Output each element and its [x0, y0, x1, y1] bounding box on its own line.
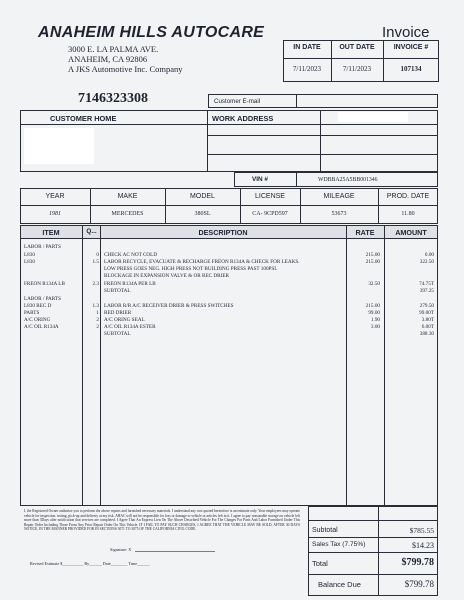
- line-item-rate: 215.00: [365, 252, 380, 258]
- line-item-qty: 1.5: [92, 259, 99, 265]
- revised-estimate-label: Revised Estimate $__________ By______ Date________ Time______: [30, 561, 150, 566]
- customer-home-label: CUSTOMER HOME: [50, 114, 117, 123]
- line-item-desc: A/C ORING SEAL: [104, 317, 145, 323]
- subtotal-label: Subtotal: [312, 527, 338, 534]
- sales-tax-label: Sales Tax (7.75%): [312, 541, 366, 548]
- line-item-desc: LABOR R/R A/C RECEIVER DRIER & PRESS SWITCHES: [104, 303, 234, 309]
- line-item-item: A/C ORING: [24, 317, 51, 323]
- line-item-desc: LOW PRESS GOES NEG. HIGH PRESS NOT BUILDING PRESS PAST 100PSI.: [104, 266, 278, 272]
- balance-due-label: Balance Due: [318, 580, 361, 589]
- line-item-item: L830: [24, 259, 35, 265]
- line-item-desc: SUBTOTAL: [104, 288, 131, 294]
- items-header-amount: AMOUNT: [395, 228, 427, 237]
- work-address-label: WORK ADDRESS: [212, 114, 274, 123]
- vehicle-header-make: MAKE: [117, 193, 138, 200]
- line-item-rate: 1.90: [370, 317, 380, 323]
- vehicle-header-license: LICENSE: [255, 193, 285, 200]
- line-item-item: A/C OIL R134A: [24, 324, 59, 330]
- customer-phone: 7146323308: [78, 91, 148, 106]
- out-date-label: OUT DATE: [339, 44, 375, 51]
- line-item-amount: 397.25: [419, 288, 434, 294]
- vehicle-model: 380SL: [194, 211, 211, 217]
- line-item-amount: 322.50: [419, 259, 434, 265]
- line-item-desc: RED DRIER: [104, 310, 132, 316]
- line-item-amount: 6.00T: [421, 324, 434, 330]
- line-item-desc: CHECK AC NOT COLD: [104, 252, 158, 258]
- company-parent: A JKS Automotive Inc. Company: [68, 64, 183, 74]
- line-item-qty: 1.3: [92, 303, 99, 309]
- line-item-desc: A/C OIL R134A ESTER: [104, 324, 156, 330]
- company-address-line1: 3000 E. LA PALMA AVE.: [68, 44, 159, 54]
- line-item-qty: 2.3: [92, 281, 99, 287]
- vehicle-mileage: 53673: [331, 211, 347, 217]
- vin-value: WDBBA25A5BB001346: [318, 177, 378, 183]
- company-name: ANAHEIM HILLS AUTOCARE: [38, 24, 265, 41]
- work-name-redaction: [338, 112, 408, 122]
- vehicle-license: CA- 9CPD597: [252, 211, 288, 217]
- line-item-rate: 99.00: [368, 310, 380, 316]
- out-date-value: 7/11/2023: [342, 65, 372, 73]
- customer-email-label: Customer E-mail: [214, 98, 261, 105]
- line-item-desc: FREON R134A PER LB: [104, 281, 156, 287]
- vehicle-make: MERCEDES: [111, 211, 144, 217]
- line-item-qty: 2: [96, 324, 99, 330]
- items-header-qty: Q...: [86, 228, 97, 235]
- in-date-label: IN DATE: [293, 44, 321, 51]
- invoice-title: Invoice: [382, 24, 430, 41]
- line-item-item: LABOR / PARTS: [24, 296, 61, 302]
- balance-due-value: $799.78: [404, 579, 434, 589]
- vehicle-header-mileage: MILEAGE: [323, 193, 355, 200]
- vehicle-year: 1981: [49, 211, 61, 217]
- line-item-item: FREON R134A LB: [24, 281, 65, 287]
- line-item-amount: 3.80T: [421, 317, 434, 323]
- line-item-amount: 74.75T: [419, 281, 434, 287]
- line-item-qty: 1: [96, 310, 99, 316]
- line-item-qty: 2: [96, 317, 99, 323]
- signature-label: Signature: X: [110, 547, 132, 552]
- total-label: Total: [312, 559, 328, 568]
- line-item-item: L830 REC D: [24, 303, 52, 309]
- items-header-description: DESCRIPTION: [198, 228, 248, 237]
- in-date-value: 7/11/2023: [292, 65, 322, 73]
- line-item-desc: SUBTOTAL: [104, 331, 131, 337]
- vin-label: VIN #: [252, 176, 268, 183]
- line-item-rate: 32.50: [368, 281, 380, 287]
- line-item-amount: 0.00: [424, 252, 434, 258]
- sales-tax-value: $14.23: [412, 541, 434, 550]
- line-item-qty: 0: [96, 252, 99, 258]
- items-header-rate: RATE: [355, 228, 375, 237]
- line-item-amount: 99.00T: [419, 310, 434, 316]
- invoice-number-label: INVOICE #: [393, 44, 429, 51]
- invoice-number-value: 107134: [400, 65, 422, 73]
- company-address-line2: ANAHEIM, CA 92806: [68, 54, 148, 64]
- line-item-rate: 3.00: [370, 324, 380, 330]
- total-value: $799.78: [401, 557, 434, 568]
- line-item-amount: 388.30: [419, 331, 434, 337]
- vehicle-prod-date: 11.80: [401, 211, 415, 217]
- terms-text: I, the Registered Owner authorize you to perform the above repairs and furnished necessary materials. I understand any cost quoted heretofore is an estimate only. Your employees may operate vehicle for inspection, testing, pick-up and delivery at my risk. AHAC will not be responsible for loss or damage to vehicle or articles left in it. I agree to pay reasonable storage on vehicle left more than 3Days after notification that services are completed. I Agree That An Express Lien On The Above Described Vehicle For The Charges For Parts And Labor Furnished Under This Repair Order Including Those From Any Prior Repair Order On This Vehicle. IF I FAIL TO PAY SUCH CHARGES, I AGREE THAT THE VEHICLE MAY BE SOLD, AFTER 30 DAYS NOTICE, IN THE MANNER PROVIDED FOR IN SECTIONS 3071 TO 3075 OF THE CALIFORNIA CIVIL CODE.: [24, 509, 300, 532]
- items-header-item: ITEM: [42, 228, 60, 237]
- vehicle-header-model: MODEL: [190, 193, 215, 200]
- line-item-rate: 215.00: [365, 303, 380, 309]
- vehicle-header-year: YEAR: [45, 193, 65, 200]
- line-item-desc: BLOCKAGE IN EXPANSION VALVE & OR REC DRIER: [104, 273, 229, 279]
- line-item-rate: 215.00: [365, 259, 380, 265]
- line-item-item: LABOR / PARTS: [24, 244, 61, 250]
- line-item-item: PARTS: [24, 310, 40, 316]
- customer-name-redaction: [24, 128, 94, 164]
- subtotal-value: $785.55: [409, 526, 434, 535]
- vehicle-header-prod-date: PROD. DATE: [386, 193, 430, 200]
- line-item-amount: 279.50: [419, 303, 434, 309]
- line-item-item: L830: [24, 252, 35, 258]
- line-item-desc: LABOR RECYCLE, EVACUATE & RECHARGE FREON R134A & CHECK FOR LEAKS.: [104, 259, 300, 265]
